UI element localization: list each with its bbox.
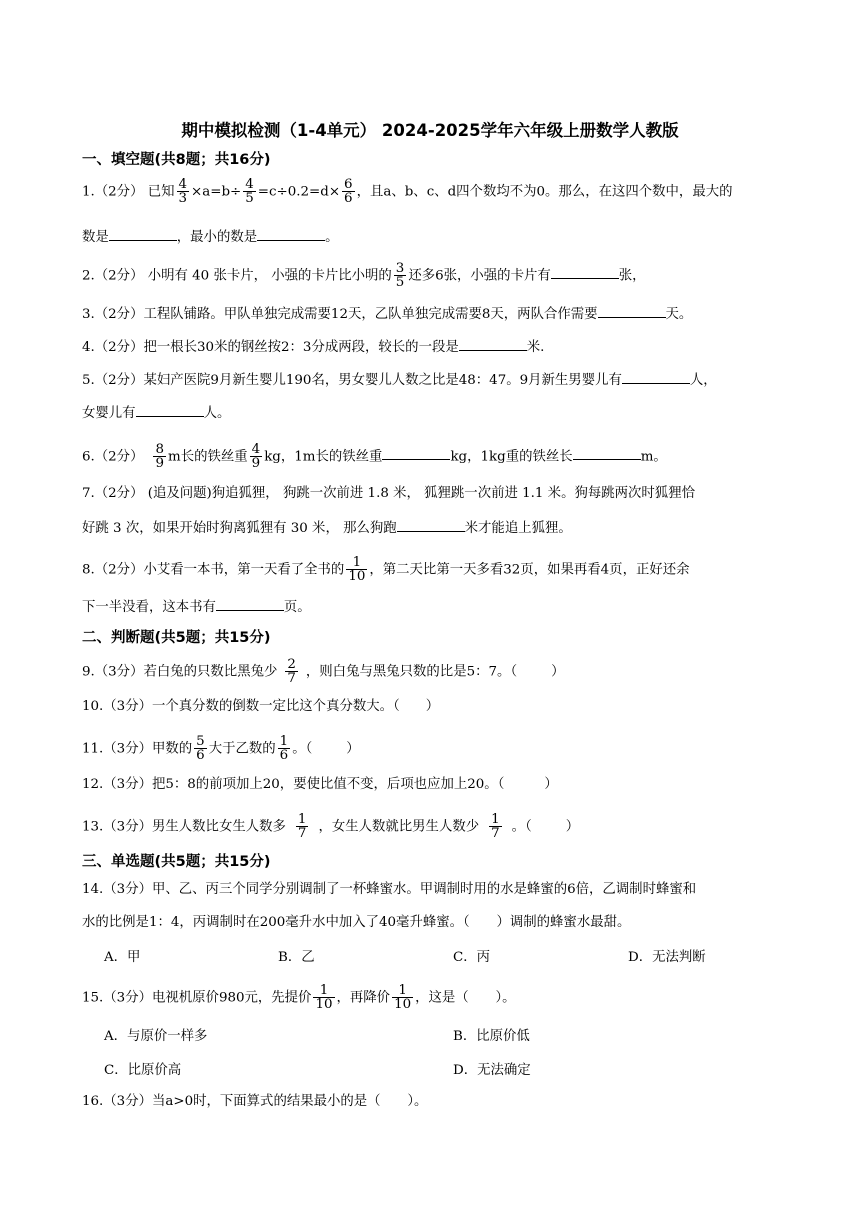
question-12: 12.（3分）把5：8的前项加上20，要使比值不变，后项也应加上20。（ ） (82, 777, 558, 792)
option-a[interactable]: A．与原价一样多 (104, 1029, 208, 1044)
fraction: $\frac{5}{6}$ (196, 734, 205, 764)
answer-blank[interactable] (459, 336, 527, 351)
section-heading-true-false: 二、判断题(共5题；共15分) (82, 630, 271, 646)
answer-blank[interactable] (109, 226, 177, 241)
option-b[interactable]: B．比原价低 (453, 1029, 530, 1044)
answer-blank[interactable] (622, 369, 690, 384)
answer-blank[interactable] (136, 402, 204, 417)
fraction: $\frac{2}{7}$ (287, 657, 296, 687)
q1-text-a: 1.（2分） 已知 (82, 184, 175, 200)
question-16: 16.（3分）当a>0时，下面算式的结果最小的是（ ）。 (82, 1094, 428, 1109)
section-heading-fill-blank: 一、填空题(共8题；共16分) (82, 152, 271, 168)
question-2: 2.（2分） 小明有 40 张卡片， 小强的卡片比小明的 $\frac{3}{5}$ 还多6张，小强的卡片有 张， (82, 261, 646, 291)
question-6: 6.（2分） $\frac{8}{9}$ m长的铁丝重 $\frac{4}{9}$ kg，1m长的铁丝重 kg，1kg重的铁丝长 m。 (82, 442, 667, 472)
fraction: $\frac{1}{10}$ (348, 555, 366, 585)
section-heading-multiple-choice: 三、单选题(共5题；共15分) (82, 854, 271, 870)
fraction: $\frac{4}{3}$ (178, 177, 188, 207)
fraction: $\frac{1}{7}$ (297, 812, 307, 842)
page-title: 期中模拟检测（1-4单元） 2024-2025学年六年级上册数学人教版 (181, 121, 679, 140)
question-4: 4.（2分）把一根长30米的钢丝按2：3分成两段，较长的一段是 米. (82, 336, 544, 358)
option-a[interactable]: A．甲 (104, 950, 141, 965)
question-9: 9.（3分）若白兔的只数比黑兔少 $\frac{2}{7}$ ，则白兔与黑兔只数的比是5：7。（ ） (82, 657, 565, 687)
q1-text-c: =c÷0.2=d× (257, 184, 341, 200)
question-5-line-2: 女婴儿有 人。 (82, 402, 230, 424)
fraction: $\frac{1}{10}$ (315, 983, 333, 1013)
question-14: 14.（3分）甲、乙、丙三个同学分别调制了一杯蜂蜜水。甲调制时用的水是蜂蜜的6倍，乙调制时蜂蜜和 (82, 882, 697, 897)
question-7: 7.（2分） (追及问题)狗追狐狸， 狗跳一次前进 1.8 米， 狐狸跳一次前进 1.1 米。狗每跳两次时狐狸恰 (82, 486, 695, 501)
question-8-line-2: 下一半没看，这本书有 页。 (82, 596, 311, 618)
fraction: $\frac{1}{10}$ (394, 983, 412, 1013)
answer-blank[interactable] (382, 445, 450, 460)
q1-text-d: ，且a、b、c、d四个数均不为0。那么，在这四个数中，最大的 (356, 184, 733, 200)
option-d[interactable]: D．无法判断 (628, 950, 706, 965)
fraction: $\frac{6}{6}$ (344, 177, 353, 207)
question-1-line-2: 数是 ，最小的数是 。 (82, 226, 339, 248)
question-15: 15.（3分）电视机原价980元，先提价 $\frac{1}{10}$ ，再降价 $\frac{1}{10}$ ，这是（ ）。 (82, 983, 516, 1013)
fraction: $\frac{1}{6}$ (279, 734, 289, 764)
option-c[interactable]: C．丙 (453, 950, 491, 965)
answer-blank[interactable] (216, 596, 284, 611)
question-3: 3.（2分）工程队铺路。甲队单独完成需要12天，乙队单独完成需要8天，两队合作需要 天。 (82, 303, 692, 325)
answer-blank[interactable] (397, 517, 465, 532)
question-1 (82, 178, 733, 206)
question-8: 8.（2分）小艾看一本书，第一天看了全书的 $\frac{1}{10}$ ，第二天比第一天多看32页，如果再看4页，正好还余 (82, 555, 690, 585)
option-b[interactable]: B．乙 (278, 950, 315, 965)
question-11: 11.（3分）甲数的 $\frac{5}{6}$ 大于乙数的 $\frac{1}{6}$ 。（ ） (82, 734, 360, 764)
question-14-line-2: 水的比例是1：4，丙调制时在200毫升水中加入了40毫升蜂蜜。（ ）调制的蜂蜜水最甜。 (82, 915, 631, 930)
answer-blank[interactable] (551, 264, 619, 279)
answer-blank[interactable] (598, 303, 666, 318)
question-5: 5.（2分）某妇产医院9月新生婴儿190名，男女婴儿人数之比是48：47。9月新生男婴儿有 人， (82, 369, 717, 391)
fraction: $\frac{4}{5}$ (245, 177, 254, 207)
answer-blank[interactable] (573, 445, 641, 460)
fraction: $\frac{4}{9}$ (251, 442, 261, 472)
question-13: 13.（3分）男生人数比女生人数多 $\frac{1}{7}$ ，女生人数就比男生人数少 $\frac{1}{7}$ 。（ ） (82, 812, 580, 842)
option-d[interactable]: D．无法确定 (453, 1063, 531, 1078)
question-7-line-2: 好跳 3 次，如果开始时狗离狐狸有 30 米， 那么狗跑 米才能追上狐狸。 (82, 517, 572, 539)
fraction: $\frac{8}{9}$ (155, 442, 164, 472)
fraction: $\frac{3}{5}$ (395, 261, 405, 291)
option-c[interactable]: C．比原价高 (104, 1063, 182, 1078)
answer-blank[interactable] (257, 226, 325, 241)
q1-text-b: ×a=b÷ (191, 184, 242, 200)
question-10: 10.（3分）一个真分数的倒数一定比这个真分数大。（ ） (82, 699, 440, 714)
fraction: $\frac{1}{7}$ (491, 812, 500, 842)
